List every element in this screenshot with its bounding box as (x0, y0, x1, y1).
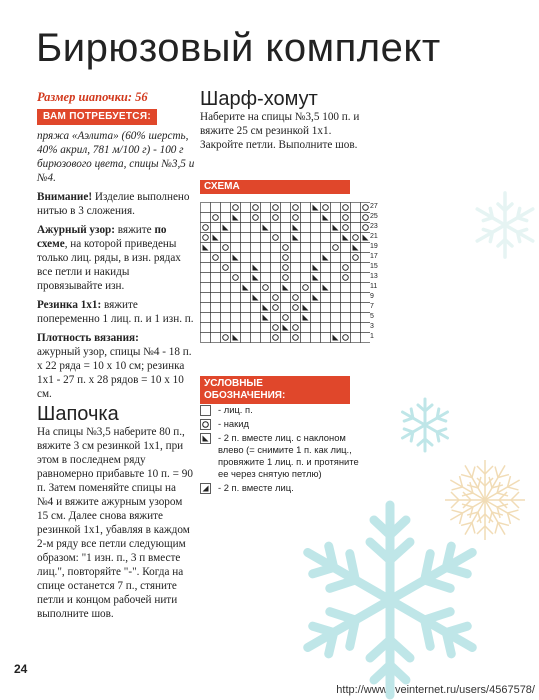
chart-cell (351, 313, 361, 323)
chart-cell (341, 273, 351, 283)
watermark-url: http://www.liveinternet.ru/users/4567578/ (336, 684, 535, 696)
chart-cell (231, 243, 241, 253)
chart-cell (211, 273, 221, 283)
chart-cell (341, 213, 351, 223)
chart-cell (271, 233, 281, 243)
chart-cell (281, 293, 291, 303)
chart-cell (201, 313, 211, 323)
chart-cell (311, 233, 321, 243)
chart-cell (291, 263, 301, 273)
chart-cell (261, 333, 271, 343)
chart-cell (231, 263, 241, 273)
chart-cell (251, 213, 261, 223)
chart-cell (241, 303, 251, 313)
chart-cell (321, 333, 331, 343)
chart-cell (271, 283, 281, 293)
chart-cell (211, 203, 221, 213)
chart-cell (251, 333, 261, 343)
scarf-text: Наберите на спицы №3,5 100 п. и вяжите 25 см резинкой 1х1. Закройте петли. Выполните шов. (200, 111, 360, 151)
chart-cell (321, 323, 331, 333)
chart-cell (211, 243, 221, 253)
chart-cell (261, 253, 271, 263)
rib-label: Резинка 1х1: (37, 299, 102, 311)
lace-text-pre: вяжите (115, 224, 155, 236)
chart-cell (241, 243, 251, 253)
chart-cell (331, 293, 341, 303)
chart-cell (211, 283, 221, 293)
chart-cell (201, 263, 211, 273)
scarf-section (200, 88, 370, 152)
legend (200, 404, 360, 496)
chart-cell (231, 293, 241, 303)
chart-cell (271, 293, 281, 303)
legend-text: - лиц. п. (218, 404, 253, 415)
row-number: 11 (370, 283, 378, 290)
chart-cell (361, 323, 371, 333)
legend-label: УСЛОВНЫЕ ОБОЗНАЧЕНИЯ: (200, 376, 350, 404)
chart-cell (201, 303, 211, 313)
chart-cell (271, 323, 281, 333)
chart-cell (211, 303, 221, 313)
chart-cell (361, 273, 371, 283)
chart-cell (211, 323, 221, 333)
chart-cell (231, 233, 241, 243)
chart-cell (231, 223, 241, 233)
chart-cell (201, 253, 211, 263)
chart-cell (211, 263, 221, 273)
chart-cell (291, 323, 301, 333)
chart-cell (221, 273, 231, 283)
chart-cell (301, 203, 311, 213)
chart-cell (221, 323, 231, 333)
chart-cell (361, 263, 371, 273)
chart-cell (231, 303, 241, 313)
chart-cell (321, 263, 331, 273)
chart-cell (211, 333, 221, 343)
chart-cell (201, 333, 211, 343)
chart-cell (251, 223, 261, 233)
chart-cell (351, 303, 361, 313)
chart-cell (201, 283, 211, 293)
chart-cell (281, 233, 291, 243)
legend-item (200, 404, 360, 416)
chart-cell (251, 303, 261, 313)
chart-cell (201, 203, 211, 213)
chart-cell (301, 233, 311, 243)
chart-cell (261, 233, 271, 243)
small-snowflake-icon (395, 395, 455, 455)
attention-text: Изделие выполнено нитью в 3 сложения. (37, 191, 190, 217)
chart-cell (211, 313, 221, 323)
chart-cell (301, 243, 311, 253)
chart-cell (361, 243, 371, 253)
chart-cell (351, 283, 361, 293)
chart-cell (281, 303, 291, 313)
row-number: 27 (370, 203, 378, 210)
chart-cell (231, 323, 241, 333)
row-number: 19 (370, 243, 378, 250)
chart-cell (241, 313, 251, 323)
chart-cell (261, 283, 271, 293)
chart-cell (251, 283, 261, 293)
chart-cell (291, 303, 301, 313)
chart-cell (341, 203, 351, 213)
chart-cell (281, 263, 291, 273)
chart-cell (341, 303, 351, 313)
chart-cell (221, 203, 231, 213)
legend-item (200, 418, 360, 430)
chart-cell (331, 213, 341, 223)
row-number: 17 (370, 253, 378, 260)
chart-cell (231, 203, 241, 213)
chart-cell (211, 223, 221, 233)
chart-cell (241, 293, 251, 303)
rib-text: вяжите попеременно 1 лиц. п. и 1 изн. п. (37, 299, 194, 325)
chart-cell (211, 213, 221, 223)
chart-cell (331, 263, 341, 273)
chart-cell (261, 213, 271, 223)
gauge-paragraph (37, 331, 195, 401)
chart-cell (241, 253, 251, 263)
chart-cell (301, 213, 311, 223)
chart-cell (261, 293, 271, 303)
chart-cell (241, 333, 251, 343)
chart-cell (361, 253, 371, 263)
gauge-text: ажурный узор, спицы №4 - 18 п. х 22 ряда = 10 х 10 см; резинка 1х1 - 27 п. х 28 рядов = 10 х 10 см. (37, 346, 192, 400)
chart-cell (291, 243, 301, 253)
chart-cell (311, 243, 321, 253)
chart-cell (251, 323, 261, 333)
hat-size: Размер шапочки: 56 (37, 90, 148, 104)
lace-paragraph (37, 223, 195, 293)
chart-cell (271, 333, 281, 343)
yo-symbol-icon (200, 419, 212, 430)
chart-cell (341, 323, 351, 333)
chart-cell (311, 323, 321, 333)
chart-cell (351, 323, 361, 333)
row-number: 13 (370, 273, 378, 280)
chart-cell (281, 313, 291, 323)
chart-cell (331, 203, 341, 213)
lace-bold: по схеме (37, 224, 167, 250)
chart-cell (241, 233, 251, 243)
chart-cell (331, 233, 341, 243)
chart-cell (261, 243, 271, 253)
chart-cell (331, 243, 341, 253)
chart-cell (351, 223, 361, 233)
chart-cell (351, 253, 361, 263)
chart-cell (241, 223, 251, 233)
chart-cell (291, 283, 301, 293)
chart-cell (341, 223, 351, 233)
chart-cell (261, 203, 271, 213)
chart-cell (321, 243, 331, 253)
chart-cell (321, 203, 331, 213)
chart-cell (241, 213, 251, 223)
chart-cell (281, 333, 291, 343)
k2tog-symbol-icon (200, 483, 212, 494)
chart-cell (301, 273, 311, 283)
chart-cell (251, 313, 261, 323)
chart-cell (321, 273, 331, 283)
chart-cell (301, 253, 311, 263)
chart-cell (291, 213, 301, 223)
chart-cell (251, 203, 261, 213)
legend-text: - 2 п. вместе лиц. (218, 482, 294, 493)
chart-cell (331, 323, 341, 333)
chart-cell (241, 273, 251, 283)
chart-cell (201, 213, 211, 223)
chart-cell (221, 333, 231, 343)
chart-cell (231, 273, 241, 283)
row-number: 1 (370, 333, 374, 340)
page-title: Бирюзовый комплект (36, 26, 441, 70)
chart-cell (281, 223, 291, 233)
chart-cell (321, 303, 331, 313)
chart-cell (251, 253, 261, 263)
chart-cell (301, 263, 311, 273)
faint-snowflake-icon (470, 165, 539, 285)
chart-cell (331, 253, 341, 263)
chart-cell (331, 283, 341, 293)
chart-cell (281, 203, 291, 213)
chart-cell (341, 313, 351, 323)
large-snowflake-icon (290, 500, 490, 700)
chart-cell (231, 313, 241, 323)
lace-label: Ажурный узор: (37, 224, 115, 236)
chart-cell (221, 283, 231, 293)
chart-cell (351, 203, 361, 213)
chart-cell (351, 293, 361, 303)
chart-cell (231, 283, 241, 293)
chart-cell (271, 243, 281, 253)
empty-symbol-icon (200, 405, 212, 416)
chart-cell (311, 213, 321, 223)
hat-heading: Шапочка (37, 403, 119, 425)
chart-cell (211, 253, 221, 263)
chart-cell (291, 293, 301, 303)
row-number: 15 (370, 263, 378, 270)
chart-cell (271, 273, 281, 283)
chart-cell (311, 253, 321, 263)
chart-cell (261, 273, 271, 283)
chart-cell (251, 233, 261, 243)
chart-cell (351, 333, 361, 343)
chart-cell (351, 273, 361, 283)
chart-cell (221, 313, 231, 323)
chart-cell (241, 263, 251, 273)
chart-cell (281, 243, 291, 253)
chart-cell (361, 333, 371, 343)
chart-cell (291, 313, 301, 323)
chart-cell (201, 323, 211, 333)
chart-cell (221, 213, 231, 223)
chart-cell (301, 223, 311, 233)
chart-cell (331, 273, 341, 283)
chart-cell (361, 283, 371, 293)
chart-cell (291, 203, 301, 213)
chart-cell (271, 203, 281, 213)
chart-cell (321, 293, 331, 303)
ssk-symbol-icon (200, 433, 212, 444)
chart-cell (351, 263, 361, 273)
chart-cell (321, 233, 331, 243)
chart-cell (341, 263, 351, 273)
row-number: 21 (370, 233, 378, 240)
scarf-heading: Шарф-хомут (200, 88, 318, 110)
row-number: 5 (370, 313, 374, 320)
chart-cell (351, 213, 361, 223)
chart-cell (321, 223, 331, 233)
row-number: 3 (370, 323, 374, 330)
legend-item (200, 482, 360, 494)
chart-cell (341, 243, 351, 253)
chart-cell (221, 293, 231, 303)
chart-cell (311, 303, 321, 313)
chart-cell (311, 283, 321, 293)
chart-cell (311, 333, 321, 343)
chart-cell (311, 313, 321, 323)
chart-cell (271, 313, 281, 323)
chart-cell (351, 233, 361, 243)
knitting-chart (200, 202, 370, 362)
legend-item (200, 432, 360, 480)
chart-cell (321, 313, 331, 323)
chart-cell (251, 243, 261, 253)
page-number: 24 (14, 662, 28, 676)
chart-cell (221, 263, 231, 273)
chart-cell (341, 283, 351, 293)
chart-cell (291, 333, 301, 343)
attention-label: Внимание! (37, 191, 93, 203)
chart-cell (301, 333, 311, 343)
chart-cell (281, 253, 291, 263)
chart-cell (301, 323, 311, 333)
chart-cell (361, 293, 371, 303)
chart-cell (331, 303, 341, 313)
chart-cell (201, 233, 211, 243)
row-number: 25 (370, 213, 378, 220)
chart-cell (201, 223, 211, 233)
chart-cell (341, 333, 351, 343)
chart-cell (211, 293, 221, 303)
legend-text: - 2 п. вместе лиц. с наклоном влево (= снимите 1 п. как лиц., провяжите 1 лиц. п. и протяните ее через снятую петлю) (218, 432, 359, 479)
rib-paragraph (37, 298, 195, 326)
materials-label: ВАМ ПОТРЕБУЕТСЯ: (37, 109, 157, 125)
gauge-label: Плотность вязания: (37, 332, 139, 344)
chart-cell (201, 293, 211, 303)
chart-cell (361, 303, 371, 313)
chart-cell (301, 283, 311, 293)
chart-cell (331, 313, 341, 323)
row-number: 7 (370, 303, 374, 310)
chart-cell (221, 303, 231, 313)
chart-cell (271, 223, 281, 233)
chart-cell (281, 213, 291, 223)
chart-cell (271, 263, 281, 273)
chart-cell (201, 273, 211, 283)
chart-cell (221, 233, 231, 243)
chart-cell (301, 293, 311, 303)
chart-cell (281, 273, 291, 283)
yarn-text: пряжа «Аэлита» (60% шерсть, 40% акрил, 781 м/100 г) - 100 г бирюзового цвета, спицы №3,5 и №4. (37, 130, 195, 184)
chart-cell (291, 273, 301, 283)
row-number: 23 (370, 223, 378, 230)
chart-cell (241, 323, 251, 333)
chart-cell (221, 243, 231, 253)
chart-cell (261, 323, 271, 333)
chart-cell (341, 253, 351, 263)
chart-cell (361, 313, 371, 323)
hat-text: На спицы №3,5 наберите 80 п., вяжите 3 см резинкой 1х1, при этом в последнем ряду равномерно прибавьте 10 п. = 90 п. Затем поменяйте спицы на №4 и вяжите ажурным узором 15 см. Далее снова вяжите резинкой 1х1, убавляя в каждом 2-м ряду все петли следующим образом: "1 изн. п., 3 п вместе лиц.", повторяйте "-". Когда на спице останется 7 п., стяните петли и концом рабочей нити выполните шов. (37, 426, 193, 620)
chart-cell (271, 303, 281, 313)
attention-paragraph (37, 190, 195, 218)
chart-cell (241, 203, 251, 213)
lace-text-post: , на которой приведены только лиц. ряды, в изн. рядах все петли и накиды провязывайте изн. (37, 238, 181, 292)
chart-cell (341, 293, 351, 303)
row-number: 9 (370, 293, 374, 300)
chart-cell (221, 253, 231, 263)
chart-cell (311, 223, 321, 233)
chart-cell (291, 253, 301, 263)
hat-info-column (37, 90, 195, 626)
chart-cell (271, 213, 281, 223)
chart-cell (261, 263, 271, 273)
legend-text: - накид (218, 418, 249, 429)
chart-label: СХЕМА (200, 180, 350, 194)
chart-cell (271, 253, 281, 263)
